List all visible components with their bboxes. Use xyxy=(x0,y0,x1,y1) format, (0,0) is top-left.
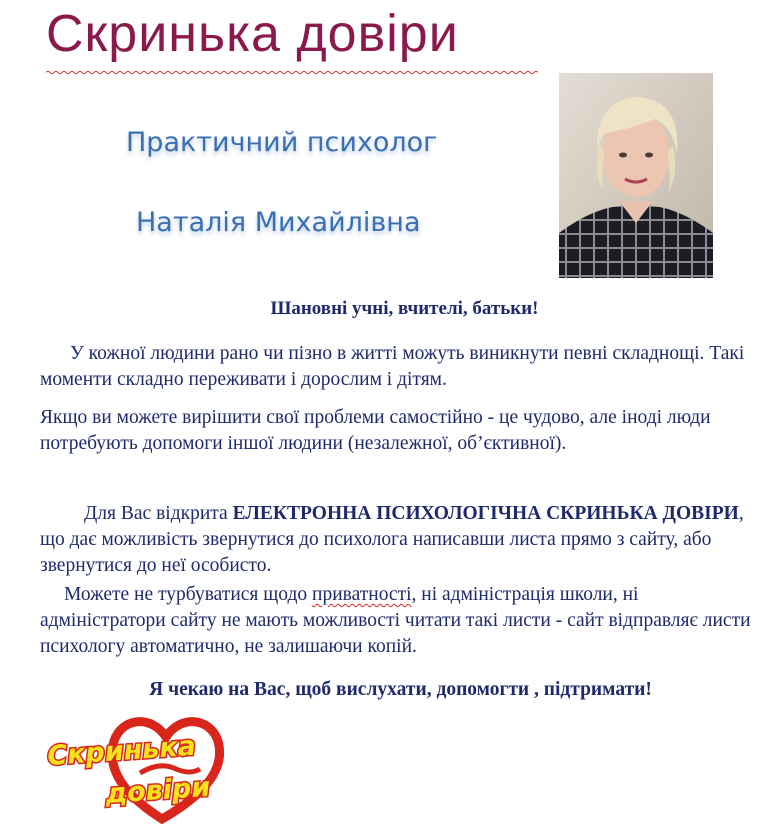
letter-paragraph-4 xyxy=(40,582,765,660)
spellcheck-word: приватності xyxy=(312,584,412,605)
logo-text-line-1: Скринька xyxy=(46,730,197,772)
page-title: Скринька довіри xyxy=(46,5,459,63)
trust-box-logo xyxy=(44,703,234,828)
letter-paragraph-1: У кожної людини рано чи пізно в житті можуть виникнути певні складнощі. Такі моменти складно переживати і дорослим і дітям. xyxy=(40,343,745,390)
letter-greeting: Шановні учні, вчителі, батьки! xyxy=(270,298,539,319)
psychologist-photo xyxy=(559,73,713,278)
psychologist-role: Практичний психолог xyxy=(126,127,438,158)
paragraph-4-text-end: , ні адміністрація школи, ні адміністратори сайту не мають можливості читати такі листи - сайт відправляє листи психологу автоматично, не залишаючи копій. xyxy=(40,584,751,657)
letter-paragraph-2: Якщо ви можете вирішити свої проблеми самостійно - це чудово, але іноді люди потребують допомоги іншої людини (незалежної, об’єктивної). xyxy=(40,407,711,454)
logo-text-line-2: довіри xyxy=(104,771,212,810)
spellcheck-underline xyxy=(46,70,538,75)
paragraph-3-emphasis: ЕЛЕКТРОННА ПСИХОЛОГІЧНА СКРИНЬКА ДОВІРИ xyxy=(232,503,739,524)
paragraph-4-text-start: Можете не турбуватися щодо xyxy=(64,584,313,605)
paragraph-3-text-start: Для Вас відкрита xyxy=(84,503,233,524)
letter-paragraph-3 xyxy=(40,501,765,579)
psychologist-name: Наталія Михайлівна xyxy=(136,207,421,238)
letter-closing: Я чекаю на Вас, щоб вислухати, допомогти , підтримати! xyxy=(149,679,652,700)
paragraph-3-text-end: , що дає можливість звернутися до психолога написавши листа прямо з сайту, або звернутися до неї особисто. xyxy=(40,503,744,576)
